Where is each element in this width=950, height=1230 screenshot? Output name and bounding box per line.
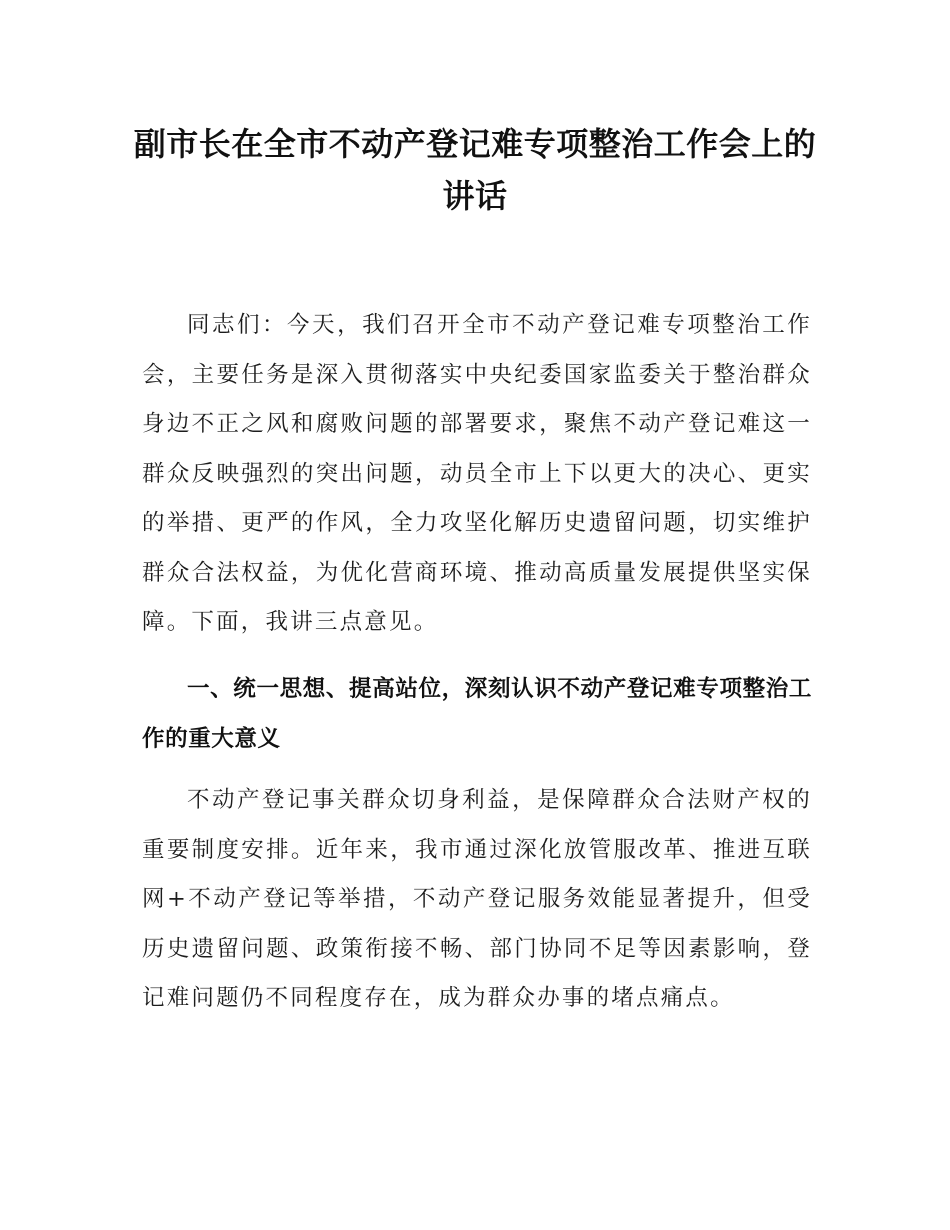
section-1-heading: 一、统一思想、提高站位，深刻认识不动产登记难专项整治工作的重大意义 [142, 676, 812, 752]
intro-paragraph: 同志们：今天，我们召开全市不动产登记难专项整治工作会，主要任务是深入贯彻落实中央纪委国家监委关于整治群众身边不正之风和腐败问题的部署要求，聚焦不动产登记难这一群众反映强烈的突出问题，动员全市上下以更大的决心、更实的举措、更严的作风，全力攻坚化解历史遗留问题，切实维护群众合法权益，为优化营商环境、推动高质量发展提供坚实保障。下面，我讲三点意见。 [142, 312, 812, 635]
section-1-paragraph: 不动产登记事关群众切身利益，是保障群众合法财产权的重要制度安排。近年来，我市通过深化放管服改革、推进互联网+不动产登记等举措，不动产登记服务效能显著提升，但受历史遗留问题、政策衔接不畅、部门协同不足等因素影响，登记难问题仍不同程度存在，成为群众办事的堵点痛点。 [142, 787, 812, 1011]
document-title: 副市长在全市不动产登记难专项整治工作会上的讲话 [133, 125, 817, 215]
